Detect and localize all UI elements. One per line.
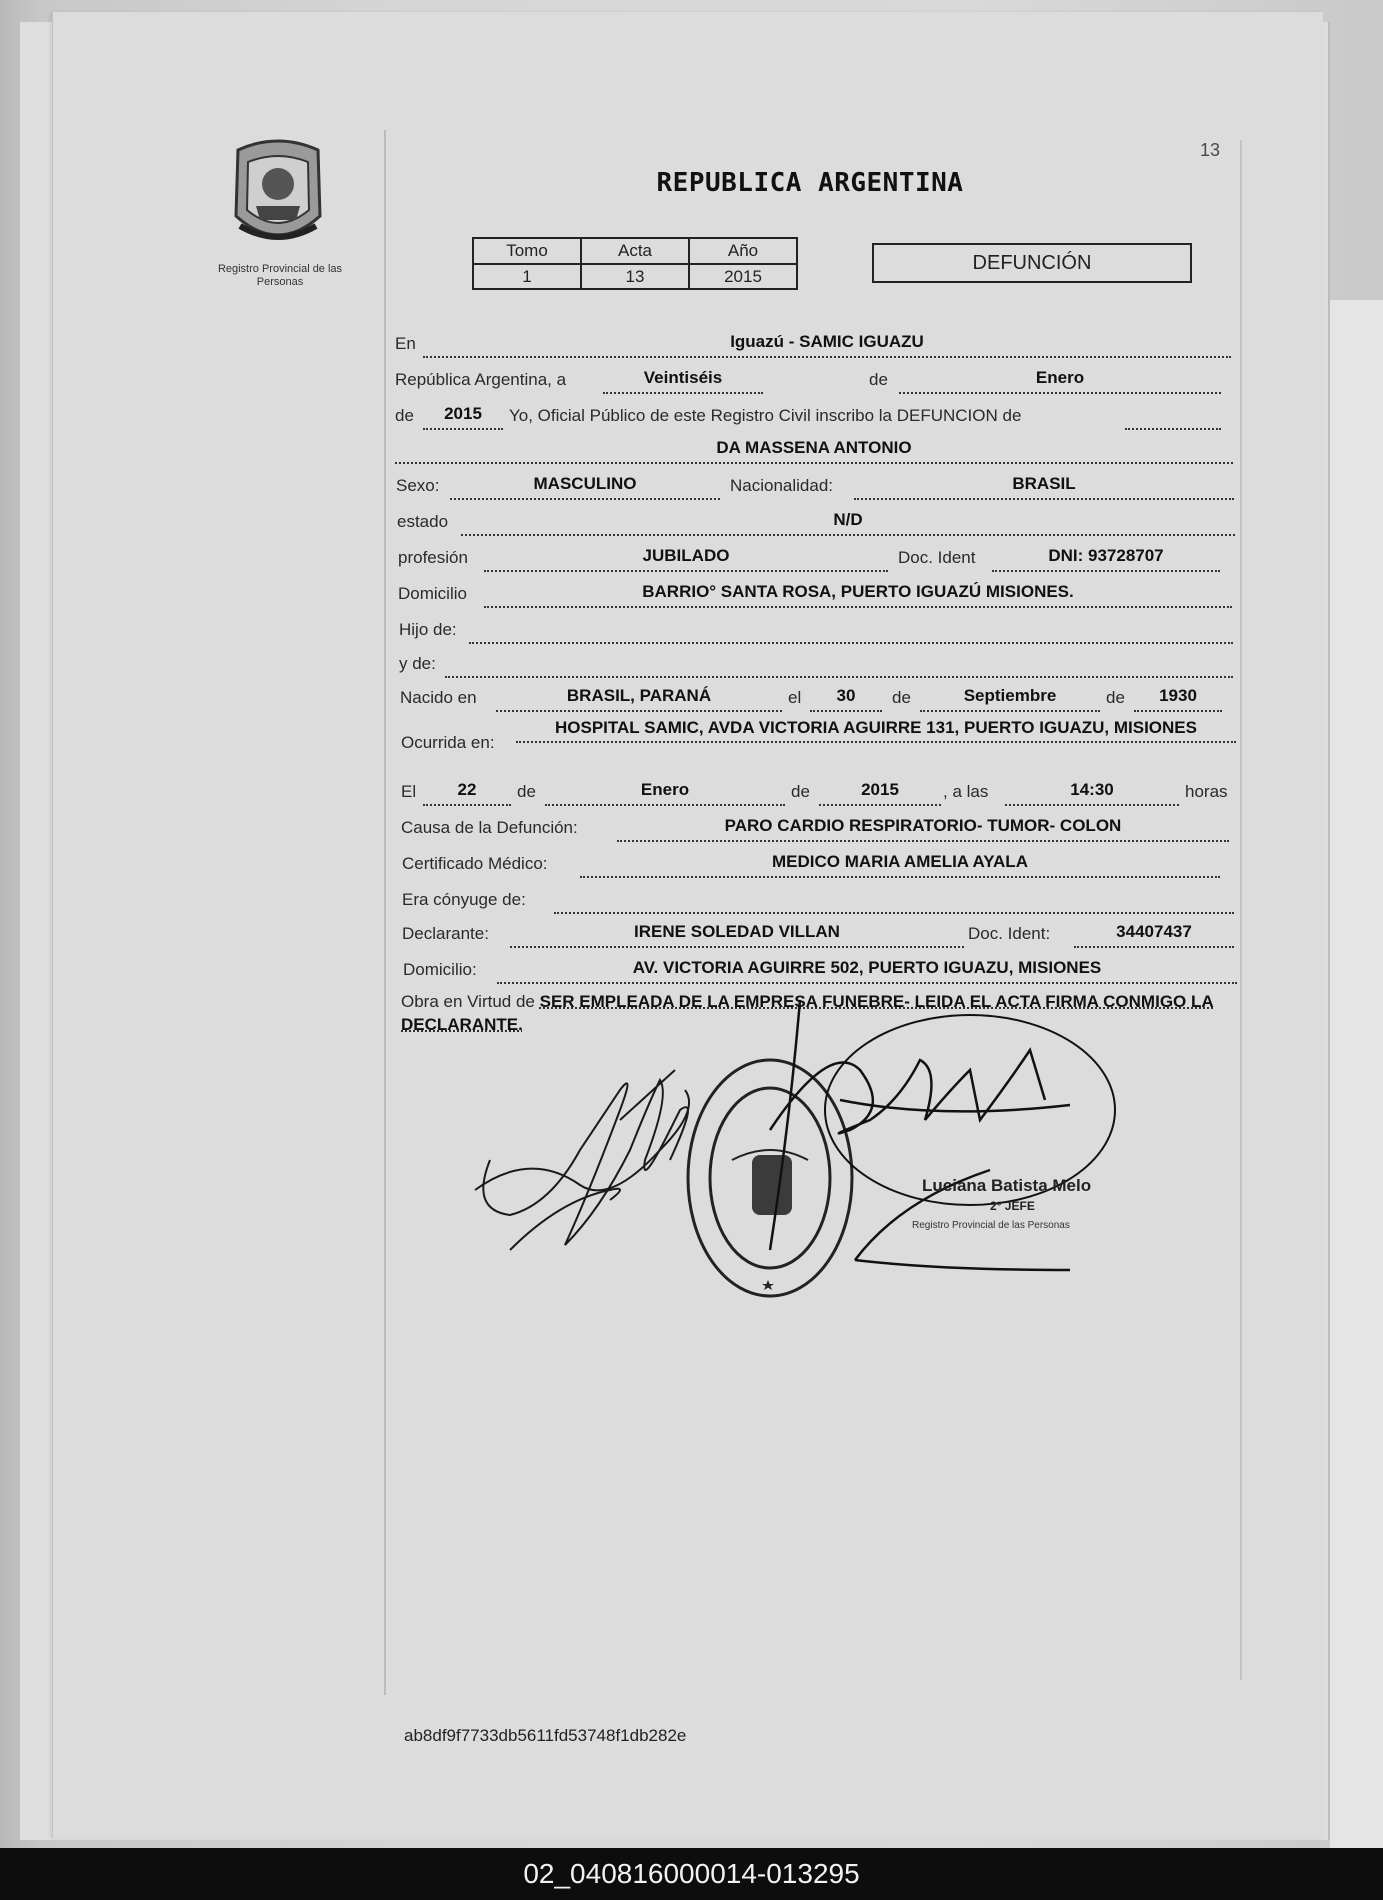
row-profesion xyxy=(396,542,1246,572)
field-domicilio xyxy=(484,582,1232,608)
adjacent-page-edge xyxy=(1330,300,1383,1848)
label-obra: Obra en Virtud de xyxy=(401,992,535,1011)
value-obra: SER EMPLEADA DE LA EMPRESA FUNEBRE- LEIDA EL ACTA FIRMA CONMIGO LA DECLARANTE. xyxy=(401,992,1214,1034)
field-anio xyxy=(423,404,503,430)
record-type-box: DEFUNCIÓN xyxy=(872,243,1192,283)
label-horas: horas xyxy=(1185,782,1228,801)
page-number: 13 xyxy=(1200,140,1221,160)
label-profesion: profesión xyxy=(398,548,468,567)
value-anio: 2015 xyxy=(444,404,482,423)
row-conyuge xyxy=(400,884,1250,914)
field-declarante xyxy=(510,922,964,948)
row-domicilio xyxy=(396,578,1246,608)
value-fallec-mes: Enero xyxy=(640,780,690,799)
label-nacido-en: Nacido en xyxy=(400,688,477,707)
value-declarante: IRENE SOLEDAD VILLAN xyxy=(634,922,840,941)
field-conyuge xyxy=(554,888,1234,914)
field-nacido-mes xyxy=(920,686,1100,712)
label-hijo-de: Hijo de: xyxy=(399,620,457,639)
row-nombre xyxy=(393,434,1243,464)
field-fallec-dia xyxy=(423,780,511,806)
row-ocurrida xyxy=(399,727,519,757)
row-hijo-de xyxy=(397,614,1247,644)
label-domicilio-declarante: Domicilio: xyxy=(403,960,477,979)
field-doc xyxy=(992,546,1220,572)
label-de-fallec-mes: de xyxy=(517,782,536,801)
value-domicilio: BARRIO° SANTA ROSA, PUERTO IGUAZÚ MISIONES. xyxy=(642,582,1074,601)
value-mes: Enero xyxy=(1035,368,1085,387)
label-causa: Causa de la Defunción: xyxy=(401,818,578,837)
value-nacionalidad: BRASIL xyxy=(1012,474,1076,493)
row-anio-oficial xyxy=(393,400,1243,430)
field-domicilio-declarante xyxy=(497,958,1237,984)
signer-role: 2° JEFE xyxy=(990,1199,1035,1213)
label-certificado: Certificado Médico: xyxy=(402,854,548,873)
field-estado xyxy=(461,510,1235,536)
value-nombre: DA MASSENA ANTONIO xyxy=(716,438,912,457)
value-certificado: MEDICO MARIA AMELIA AYALA xyxy=(772,852,1028,871)
field-nacido-lugar xyxy=(496,686,782,712)
field-fallec-mes xyxy=(545,780,785,806)
label-ocurrida-en: Ocurrida en: xyxy=(401,733,495,752)
label-de-year: de xyxy=(395,406,414,425)
label-declarante: Declarante: xyxy=(402,924,489,943)
value-lugar: Iguazú - SAMIC IGUAZU xyxy=(730,332,924,351)
label-republica: República Argentina, a xyxy=(395,370,567,389)
row-declarante xyxy=(400,918,1250,948)
field-y-de xyxy=(445,652,1233,678)
registry-label: Registro Provincial de las Personas xyxy=(217,263,343,288)
value-nacido-mes: Septiembre xyxy=(963,686,1057,705)
ref-header-tomo: Tomo xyxy=(473,238,581,264)
row-estado xyxy=(395,506,1245,536)
field-nacionalidad xyxy=(854,474,1234,500)
ref-header-acta: Acta xyxy=(581,238,689,264)
signer-name: Luciana Batista Melo xyxy=(922,1176,1092,1195)
row-lugar xyxy=(393,328,1243,358)
field-profesion xyxy=(484,546,888,572)
field-certificado xyxy=(580,852,1220,878)
label-conyuge: Era cónyuge de: xyxy=(402,890,526,909)
row-nacido xyxy=(398,682,1248,712)
field-mes xyxy=(899,368,1221,394)
ref-value-tomo: 1 xyxy=(473,264,581,289)
ref-value-acta: 13 xyxy=(581,264,689,289)
field-fallec-anio xyxy=(819,780,941,806)
value-sexo: MASCULINO xyxy=(533,474,637,493)
value-fallec-anio: 2015 xyxy=(861,780,899,799)
value-nacido-dia: 30 xyxy=(836,686,856,705)
value-estado: N/D xyxy=(833,510,863,529)
value-dia: Veintiséis xyxy=(643,368,723,387)
label-doc-ident: Doc. Ident xyxy=(898,548,976,567)
label-sexo: Sexo: xyxy=(396,476,440,495)
label-el: el xyxy=(788,688,802,707)
value-fallec-dia: 22 xyxy=(457,780,477,799)
row-causa xyxy=(399,812,1249,842)
scan-id-footer: 02_040816000014-013295 xyxy=(0,1848,1383,1900)
field-lugar xyxy=(423,332,1231,358)
value-nacido-anio: 1930 xyxy=(1159,686,1197,705)
field-hora xyxy=(1005,780,1179,806)
row-y-de xyxy=(397,648,1247,678)
provincial-coat-of-arms-icon xyxy=(230,136,326,254)
field-blank xyxy=(1125,404,1221,430)
row-fecha-defuncion xyxy=(399,776,1249,806)
field-doc-declarante xyxy=(1074,922,1234,948)
label-nacionalidad: Nacionalidad: xyxy=(730,476,834,495)
label-en: En xyxy=(395,334,416,353)
signatures-and-seal xyxy=(470,1000,1170,1320)
label-de-mes: de xyxy=(892,688,911,707)
label-estado: estado xyxy=(397,512,449,531)
field-nacido-anio xyxy=(1134,686,1222,712)
field-nombre xyxy=(395,438,1233,464)
margin-rule-left xyxy=(384,130,386,1695)
value-domicilio-declarante: AV. VICTORIA AGUIRRE 502, PUERTO IGUAZU, MISIONES xyxy=(632,958,1102,977)
label-yo-oficial: Yo, Oficial Público de este Registro Civil inscribo la DEFUNCION de xyxy=(509,406,1022,425)
field-causa xyxy=(617,816,1229,842)
value-profesion: JUBILADO xyxy=(642,546,730,565)
value-ocurrida: HOSPITAL SAMIC, AVDA VICTORIA AGUIRRE 131, PUERTO IGUAZU, MISIONES xyxy=(516,716,1236,743)
ref-header-anio: Año xyxy=(689,238,797,264)
signer-organization: Registro Provincial de las Personas xyxy=(912,1220,1070,1231)
field-sexo xyxy=(450,474,720,500)
value-hora: 14:30 xyxy=(1070,780,1114,799)
label-a-las: , a las xyxy=(943,782,989,801)
declarant-signature-icon xyxy=(475,1070,689,1250)
field-hijo-de xyxy=(469,618,1233,644)
document-hash: ab8df9f7733db5611fd53748f1db282e xyxy=(404,1726,687,1745)
row-fecha-inscripcion xyxy=(393,364,1243,394)
document-title: REPUBLICA ARGENTINA xyxy=(656,168,964,198)
label-de-fallec-anio: de xyxy=(791,782,810,801)
label-domicilio: Domicilio xyxy=(398,584,467,603)
value-doc-declarante: 34407437 xyxy=(1116,922,1192,941)
label-de: de xyxy=(869,370,888,389)
record-reference-table xyxy=(472,237,798,290)
label-y-de: y de: xyxy=(399,654,436,673)
value-doc: DNI: 93728707 xyxy=(1048,546,1164,565)
field-dia xyxy=(603,368,763,394)
row-sexo xyxy=(394,470,1244,500)
field-nacido-dia xyxy=(810,686,882,712)
row-certificado xyxy=(400,848,1250,878)
value-nacido-lugar: BRASIL, PARANÁ xyxy=(566,686,712,705)
value-causa: PARO CARDIO RESPIRATORIO- TUMOR- COLON xyxy=(724,816,1122,835)
row-domicilio-declarante xyxy=(401,954,1251,984)
ref-value-anio: 2015 xyxy=(689,264,797,289)
label-de-anio: de xyxy=(1106,688,1125,707)
label-el-dia: El xyxy=(401,782,417,801)
label-doc-ident-declarante: Doc. Ident: xyxy=(968,924,1051,943)
